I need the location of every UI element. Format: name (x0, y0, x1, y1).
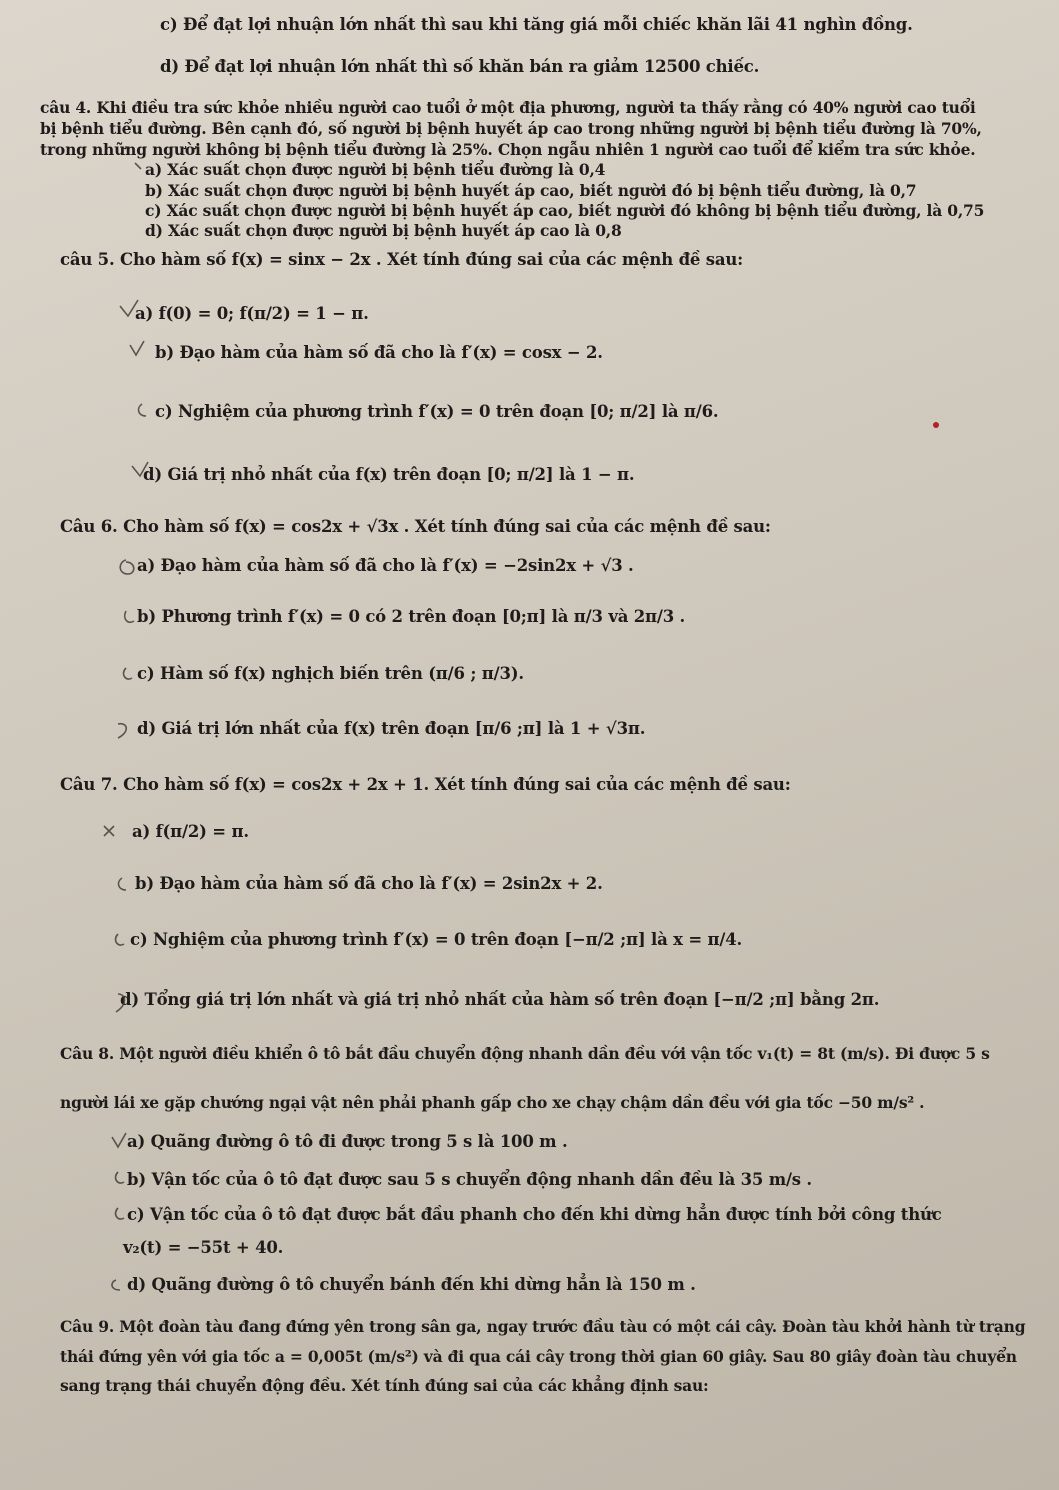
q5-option-a: a) f(0) = 0; f(π/2) = 1 − π. (135, 304, 369, 323)
q8-option-b: b) Vận tốc của ô tô đạt được sau 5 s chuyển động nhanh dần đều là 35 m/s . (127, 1170, 812, 1189)
check-mark-icon (130, 341, 144, 355)
q8-option-d: d) Quãng đường ô tô chuyển bánh đến khi dừng hẳn là 150 m . (127, 1275, 696, 1294)
q8-option-c-line-1: c) Vận tốc của ô tô đạt được bắt đầu phanh cho đến khi dừng hẳn được tính bởi công thức (127, 1205, 942, 1224)
q7-option-d: d) Tổng giá trị lớn nhất và giá trị nhỏ nhất của hàm số trên đoạn [−π/2 ;π] bằng 2π. (120, 990, 880, 1009)
q8-option-a: a) Quãng đường ô tô đi được trong 5 s là 100 m . (127, 1132, 568, 1151)
q9-line-2: thái đứng yên với gia tốc a = 0,005t (m/s²) và đi qua cái cây trong thời gian 60 giây. Sau 80 giây đoàn tàu chuyển (60, 1347, 1017, 1366)
q4-option-a: a) Xác suất chọn được người bị bệnh tiểu đường là 0,4 (145, 160, 606, 179)
q6-option-a: a) Đạo hàm của hàm số đã cho là f′(x) = −2sin2x + √3 . (137, 556, 634, 575)
red-dot-mark (933, 422, 939, 428)
q5-stem: câu 5. Cho hàm số f(x) = sinx − 2x . Xét tính đúng sai của các mệnh đề sau: (60, 250, 744, 269)
pencil-scribble-icon (118, 724, 126, 738)
q8-line-2: người lái xe gặp chướng ngại vật nên phải phanh gấp cho xe chạy chậm dần đều với gia tốc −50 m/s² . (60, 1093, 925, 1112)
pencil-scribble-icon (116, 934, 124, 945)
pencil-scribble-icon (135, 163, 141, 169)
q8-option-c-line-2: v₂(t) = −55t + 40. (123, 1238, 284, 1257)
pencil-scribble-icon (119, 878, 126, 890)
q7-option-b: b) Đạo hàm của hàm số đã cho là f′(x) = 2sin2x + 2. (135, 874, 603, 893)
line-d-profit: d) Để đạt lợi nhuận lớn nhất thì số khăn bán ra giảm 12500 chiếc. (160, 57, 760, 76)
q7-option-c: c) Nghiệm của phương trình f′(x) = 0 trên đoạn [−π/2 ;π] là x = π/4. (130, 930, 743, 949)
pencil-scribble-icon (124, 668, 132, 679)
pencil-scribble-icon (125, 611, 134, 622)
q5-option-c: c) Nghiệm của phương trình f′(x) = 0 trên đoạn [0; π/2] là π/6. (155, 402, 719, 421)
q4-line-2: bị bệnh tiểu đường. Bên cạnh đó, số người bị bệnh huyết áp cao trong những người bị bệnh tiểu đường là 70%, (40, 119, 982, 138)
q7-stem: Câu 7. Cho hàm số f(x) = cos2x + 2x + 1. Xét tính đúng sai của các mệnh đề sau: (60, 775, 791, 794)
check-mark-icon (120, 300, 138, 316)
q6-option-b: b) Phương trình f′(x) = 0 có 2 trên đoạn [0;π] là π/3 và 2π/3 . (137, 607, 686, 626)
check-mark-icon (112, 1133, 126, 1147)
cross-mark-icon (104, 826, 114, 836)
q4-option-c: c) Xác suất chọn được người bị bệnh huyết áp cao, biết người đó không bị bệnh tiểu đường, là 0,75 (145, 201, 985, 220)
q5-option-d: d) Giá trị nhỏ nhất của f(x) trên đoạn [0; π/2] là 1 − π. (143, 465, 635, 484)
pencil-scribble-icon (116, 1172, 124, 1183)
q4-option-b: b) Xác suất chọn được người bị bệnh huyết áp cao, biết người đó bị bệnh tiểu đường, là 0,7 (145, 181, 917, 200)
q4-option-d: d) Xác suất chọn được người bị bệnh huyết áp cao là 0,8 (145, 221, 622, 240)
q5-option-b: b) Đạo hàm của hàm số đã cho là f′(x) = cosx − 2. (155, 343, 603, 362)
q4-line-3: trong những người không bị bệnh tiểu đường là 25%. Chọn ngẫu nhiên 1 người cao tuổi để kiểm tra sức khỏe. (40, 140, 976, 159)
q4-line-1: câu 4. Khi điều tra sức khỏe nhiều người cao tuổi ở một địa phương, người ta thấy rằng có 40% người cao tuổi (40, 98, 976, 117)
pencil-scribble-icon (120, 560, 134, 574)
q9-line-1: Câu 9. Một đoàn tàu đang đứng yên trong sân ga, ngay trước đầu tàu có một cái cây. Đoàn tàu khởi hành từ trạng (60, 1317, 1026, 1336)
q6-option-d: d) Giá trị lớn nhất của f(x) trên đoạn [π/6 ;π] là 1 + √3π. (137, 719, 646, 738)
q6-stem: Câu 6. Cho hàm số f(x) = cos2x + √3x . Xét tính đúng sai của các mệnh đề sau: (60, 517, 771, 536)
q6-option-c: c) Hàm số f(x) nghịch biến trên (π/6 ; π/3). (137, 664, 524, 683)
check-mark-icon (132, 462, 148, 476)
pencil-scribble-icon (116, 994, 125, 1012)
pencil-scribble-icon (112, 1280, 120, 1290)
q8-line-1: Câu 8. Một người điều khiển ô tô bắt đầu chuyển động nhanh dần đều với vận tốc v₁(t) = 8t (m/s). Đi được 5 s (60, 1044, 990, 1063)
line-c-profit: c) Để đạt lợi nhuận lớn nhất thì sau khi tăng giá mỗi chiếc khăn lãi 41 nghìn đồng. (160, 15, 913, 34)
pencil-scribble-icon (139, 404, 146, 416)
q7-option-a: a) f(π/2) = π. (132, 822, 249, 841)
pencil-scribble-icon (116, 1208, 124, 1219)
q9-line-3: sang trạng thái chuyển động đều. Xét tính đúng sai của các khẳng định sau: (60, 1376, 709, 1395)
